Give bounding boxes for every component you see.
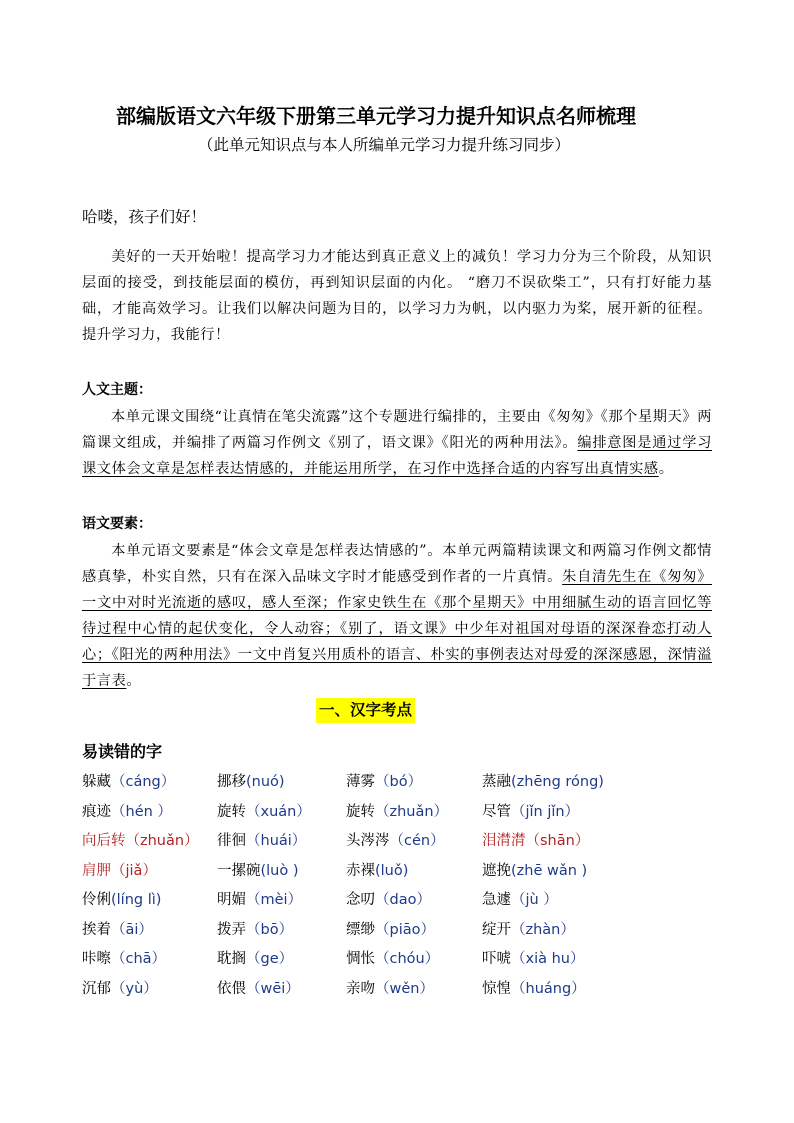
vocab-word: 伶俐	[82, 892, 111, 908]
vocab-pinyin: (nuó)	[246, 774, 285, 790]
vocab-item	[217, 829, 306, 853]
vocab-word: 一摞碗	[217, 862, 261, 879]
vocab-pinyin: (zhē wǎn )	[511, 862, 588, 879]
document-title: 部编版语文六年级下册第三单元学习力提升知识点名师梳理	[116, 104, 636, 128]
elements-text-end: 。	[126, 673, 142, 689]
vocab-word: 旋转	[346, 803, 375, 820]
vocab-pinyin: （chóu）	[375, 951, 440, 967]
vocab-pinyin: (luǒ)	[375, 862, 409, 879]
vocab-item	[82, 800, 172, 824]
vocab-item	[346, 770, 422, 794]
theme-text: 本单元课文围绕“让真情在笔尖流露”这个专题进行编排的，主要由《匆匆》《那个星期天》两篇课文组成，并编排了两篇习作例文《别了，语文课》《阳光的两种用法》。	[82, 409, 712, 451]
vocab-pinyin: （jiǎ）	[111, 862, 157, 879]
vocab-word: 赤裸	[346, 862, 375, 879]
elements-heading: 语文要素：	[82, 516, 152, 532]
vocab-word: 躲藏	[82, 774, 111, 790]
vocab-item	[82, 947, 166, 971]
vocab-item	[82, 918, 153, 942]
vocab-pinyin: （wěn）	[375, 980, 434, 997]
vocab-word: 明媚	[217, 892, 246, 908]
vocab-item	[217, 947, 293, 971]
vocab-item	[217, 918, 293, 942]
vocab-pinyin: （hén ）	[111, 803, 172, 820]
vocab-word: 念叨	[346, 892, 375, 908]
vocab-pinyin: （dao）	[375, 892, 431, 908]
vocab-pinyin: （āi）	[111, 921, 153, 938]
vocab-pinyin: （zhuǎn）	[125, 833, 199, 849]
greeting: 哈喽，孩子们好！	[82, 208, 207, 226]
vocab-grid	[82, 770, 722, 1006]
vocab-item	[346, 977, 434, 1001]
vocab-pinyin: （yù）	[111, 980, 158, 997]
vocab-pinyin: (zhēng róng)	[511, 774, 604, 790]
vocab-pinyin: （jǐn jǐn）	[511, 803, 580, 820]
vocab-pinyin: （piāo）	[375, 921, 435, 938]
theme-paragraph	[82, 404, 712, 482]
vocab-item	[217, 888, 302, 912]
vocab-item	[82, 888, 161, 912]
vocab-item	[82, 977, 158, 1001]
vocab-item	[217, 977, 300, 1001]
vocab-word: 徘徊	[217, 833, 246, 849]
vocab-word: 吓唬	[482, 951, 511, 967]
vocab-heading: 易读错的字	[82, 742, 163, 761]
vocab-pinyin: （xià hu）	[511, 951, 585, 967]
vocab-word: 挪移	[217, 774, 246, 790]
vocab-pinyin: （chā）	[111, 951, 167, 967]
vocab-word: 痕迹	[82, 803, 111, 820]
vocab-item	[346, 800, 448, 824]
vocab-row	[82, 859, 722, 889]
vocab-word: 沉郁	[82, 980, 111, 997]
vocab-pinyin: （cáng）	[111, 774, 176, 790]
vocab-pinyin: (líng lì)	[111, 892, 162, 908]
vocab-pinyin: （mèi）	[246, 892, 303, 908]
vocab-word: 泪潸潸	[482, 833, 526, 849]
vocab-item	[217, 800, 311, 824]
vocab-pinyin: （huáng）	[511, 980, 586, 997]
vocab-item	[346, 888, 431, 912]
vocab-pinyin: (luò )	[260, 862, 299, 879]
vocab-item	[217, 859, 299, 883]
vocab-pinyin: （shān）	[525, 833, 590, 849]
vocab-pinyin: （zhuǎn）	[375, 803, 449, 820]
vocab-item	[482, 859, 587, 883]
vocab-pinyin: （bō）	[246, 921, 294, 938]
vocab-item	[217, 770, 285, 794]
vocab-pinyin: （xuán）	[246, 803, 311, 820]
vocab-word: 急遽	[482, 892, 511, 908]
vocab-word: 肩胛	[82, 862, 111, 879]
vocab-pinyin: （cén）	[389, 833, 445, 849]
vocab-item	[482, 800, 579, 824]
vocab-item	[82, 770, 175, 794]
theme-heading: 人文主题：	[82, 382, 152, 398]
vocab-pinyin: （zhàn）	[511, 921, 575, 938]
vocab-item	[346, 947, 439, 971]
vocab-pinyin: （jù ）	[511, 892, 558, 908]
vocab-row	[82, 977, 722, 1007]
vocab-word: 拨弄	[217, 921, 246, 938]
intro-paragraph	[82, 244, 712, 348]
theme-text-end: 。	[658, 461, 674, 477]
vocab-item-highlighted	[482, 829, 589, 853]
vocab-row	[82, 770, 722, 800]
vocab-pinyin: （huái）	[246, 833, 307, 849]
vocab-pinyin: （ge）	[246, 951, 294, 967]
vocab-item	[482, 770, 604, 794]
vocab-item-highlighted	[82, 829, 199, 853]
section-title-chinese-characters: 一、汉字考点	[316, 698, 415, 723]
vocab-word: 依偎	[217, 980, 246, 997]
intro-text: 美好的一天开始啦！提高学习力才能达到真正意义上的减负！学习力分为三个阶段，从知识层面的接受，到技能层面的模仿，再到知识层面的内化。 “磨刀不误砍柴工”，只有打好能力基础，才能高效学习。让我们以解决问题为目的，以学习力为帆，以内驱力为桨，展开新的征程。提升学习力，我能行！	[82, 249, 712, 343]
elements-text: 本单元语文要素是“体会文章是怎样表达情感的”。本单元两篇精读课文和两篇习作例文都情感真挚，朴实自然，只有在深入品味文字时才能感受到作者的一片真情。	[82, 543, 712, 585]
vocab-row	[82, 918, 722, 948]
vocab-row	[82, 888, 722, 918]
vocab-word: 挨着	[82, 921, 111, 938]
vocab-word: 薄雾	[346, 774, 375, 790]
vocab-item	[482, 977, 586, 1001]
vocab-word: 惊惶	[482, 980, 511, 997]
vocab-word: 惆怅	[346, 951, 375, 967]
document-subtitle: （此单元知识点与本人所编单元学习力提升练习同步）	[198, 136, 571, 154]
vocab-word: 缥缈	[346, 921, 375, 938]
vocab-word: 头涔涔	[346, 833, 390, 849]
vocab-item	[482, 888, 558, 912]
vocab-row	[82, 829, 722, 859]
vocab-word: 亲吻	[346, 980, 375, 997]
vocab-word: 旋转	[217, 803, 246, 820]
theme-underlined-text: 编排意图是通过学习课文体会文章是怎样表达情感的，并能运用所学，在习作中选择合适的内容写出真情实感	[82, 435, 713, 477]
vocab-word: 绽开	[482, 921, 511, 938]
vocab-row	[82, 800, 722, 830]
elements-paragraph	[82, 538, 712, 694]
vocab-pinyin: （bó）	[375, 774, 423, 790]
vocab-word: 尽管	[482, 803, 511, 820]
elements-underlined-text: 朱自清先生在《匆匆》一文中对时光流逝的感叹，感人至深；作家史铁生在《那个星期天》中用细腻生动的语言回忆等待过程中心情的起伏变化，令人动容；《别了，语文课》中少年对祖国对母语的深深眷恋打动人心；《阳光的两种用法》一文中肖复兴用质朴的语言、朴实的事例表达对母爱的深深感恩，深情溢于言表	[82, 569, 712, 689]
vocab-word: 蒸融	[482, 774, 511, 790]
vocab-item	[482, 918, 575, 942]
vocab-item-highlighted	[82, 859, 157, 883]
vocab-word: 向后转	[82, 833, 126, 849]
vocab-word: 遮挽	[482, 862, 511, 879]
vocab-item	[346, 859, 408, 883]
vocab-word: 耽搁	[217, 951, 246, 967]
vocab-item	[346, 918, 435, 942]
vocab-item	[346, 829, 445, 853]
vocab-pinyin: （wēi）	[246, 980, 300, 997]
vocab-row	[82, 947, 722, 977]
vocab-word: 咔嚓	[82, 951, 111, 967]
vocab-item	[482, 947, 584, 971]
